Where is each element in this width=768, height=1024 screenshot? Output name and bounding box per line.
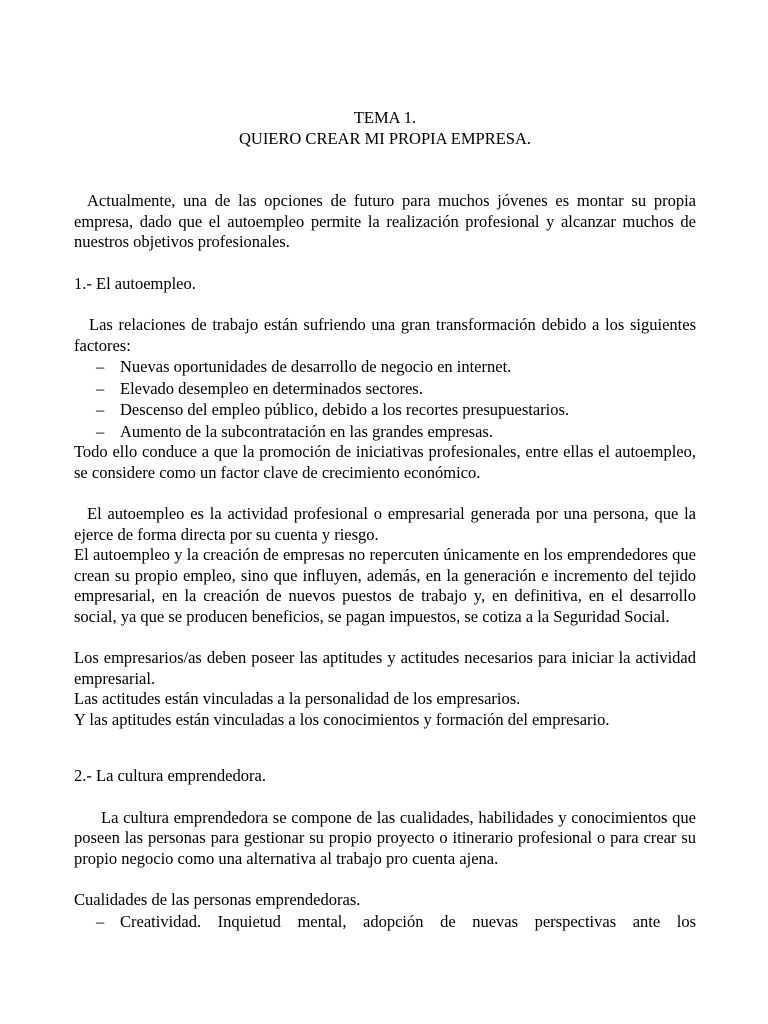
document-title xyxy=(74,108,696,149)
list-item: – Aumento de la subcontratación en las grandes empresas. xyxy=(96,421,493,441)
document-body xyxy=(74,108,696,932)
title-line-1: TEMA 1. xyxy=(353,108,417,127)
section-1-paragraph: Las actitudes están vinculadas a la personalidad de los empresarios. xyxy=(74,689,521,708)
dash-bullet-icon: – xyxy=(96,421,105,441)
section-1-paragraph: Todo ello conduce a que la promoción de iniciativas profesionales, entre ellas el autoempleo, se considere como un factor clave de crecimiento económico. xyxy=(74,442,696,482)
section-1-paragraph: El autoempleo y la creación de empresas no repercuten únicamente en los emprendedores que crean su propio empleo, sino que influyen, además, en la generación e incremento del tejido empresarial, en la creación de nuevos puestos de trabajo y, en definitiva, en el desarrollo social, ya que se producen beneficios, se pagan impuestos, se cotiza a la Seguridad Social. xyxy=(74,545,696,626)
section-1-paragraph: Los empresarios/as deben poseer las aptitudes y actitudes necesarios para iniciar la actividad empresarial. xyxy=(74,648,696,688)
list-item: – Nuevas oportunidades de desarrollo de negocio en internet. xyxy=(96,357,512,376)
list-item: – Creatividad. Inquietud mental, adopción de nuevas perspectivas ante los xyxy=(96,911,696,931)
dash-bullet-icon: – xyxy=(96,400,105,419)
section-1-heading: 1.- El autoempleo. xyxy=(74,273,196,293)
section-1-paragraph: Y las aptitudes están vinculadas a los conocimientos y formación del empresario. xyxy=(74,709,610,729)
title-line-2: QUIERO CREAR MI PROPIA EMPRESA. xyxy=(238,128,531,148)
factors-list xyxy=(74,356,696,442)
dash-bullet-icon: – xyxy=(96,378,105,398)
section-1-paragraph: El autoempleo es la actividad profesional o empresarial generada por una persona, que la ejerce de forma directa por su cuenta y riesgo. xyxy=(74,504,696,544)
section-1-paragraph: Las relaciones de trabajo están sufriendo una gran transformación debido a los siguientes factores: xyxy=(74,315,696,355)
section-2-paragraph: La cultura emprendedora se compone de las cualidades, habilidades y conocimientos que poseen las personas para gestionar su propio proyecto o itinerario profesional o para crear su propio negocio como una alternativa al trabajo pro cuenta ajena. xyxy=(74,807,696,868)
section-2-heading: 2.- La cultura emprendedora. xyxy=(74,766,266,785)
qualities-heading: Cualidades de las personas emprendedoras. xyxy=(74,890,361,909)
list-item: – Elevado desempleo en determinados sectores. xyxy=(96,378,423,398)
dash-bullet-icon: – xyxy=(96,357,105,376)
dash-bullet-icon: – xyxy=(96,911,105,931)
intro-paragraph: Actualmente, una de las opciones de futuro para muchos jóvenes es montar su propia empresa, dado que el autoempleo permite la realización profesional y alcanzar muchos de nuestros objetivos profesionales. xyxy=(74,191,696,251)
qualities-list xyxy=(74,911,696,933)
list-item: – Descenso del empleo público, debido a los recortes presupuestarios. xyxy=(96,400,570,419)
